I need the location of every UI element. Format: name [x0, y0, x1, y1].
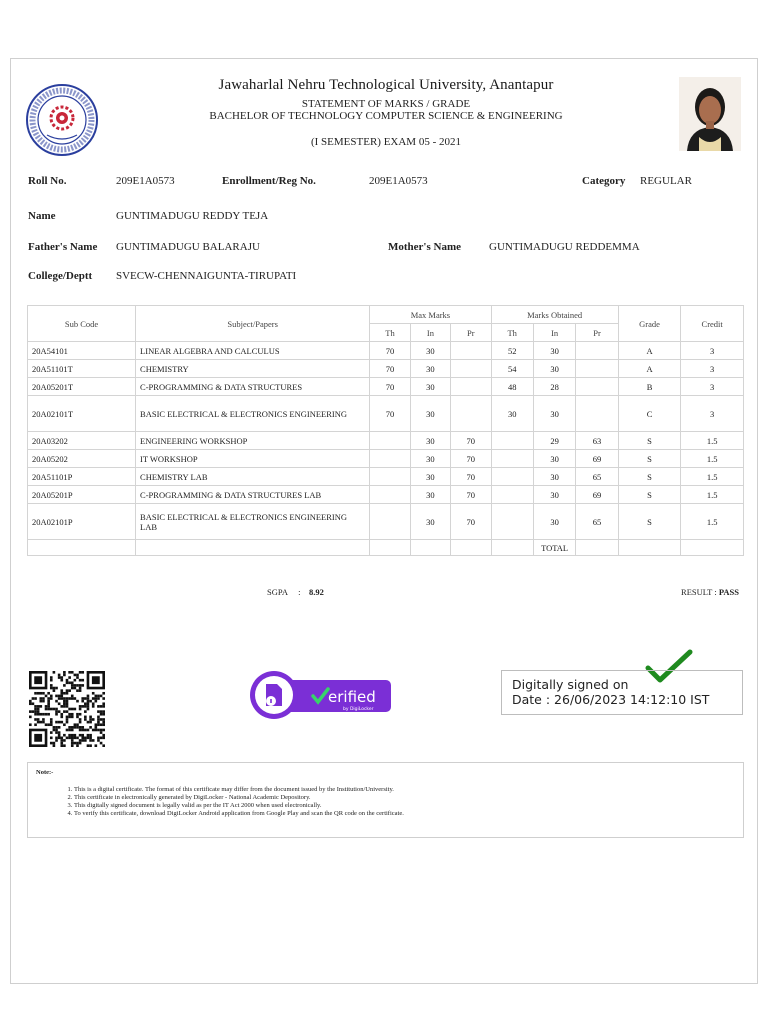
college-label: College/Deptt: [28, 270, 93, 282]
father-name: GUNTIMADUGU BALARAJU: [116, 241, 260, 253]
max-th-cell: [370, 486, 410, 504]
max-in-cell: 30: [410, 396, 450, 432]
total-row: [28, 540, 744, 556]
table-row: [28, 378, 744, 396]
credit-cell: 1.5: [681, 468, 744, 486]
obtained-th-cell: 52: [491, 342, 533, 360]
obtained-pr-cell: 63: [576, 432, 618, 450]
header-max-pr: Pr: [451, 324, 491, 342]
obtained-pr-cell: 65: [576, 504, 618, 540]
marks-statement: [10, 58, 758, 984]
grade-cell: S: [618, 432, 681, 450]
sub-code-cell: 20A05202: [28, 450, 136, 468]
exam-session: (I SEMESTER) EXAM 05 - 2021: [310, 136, 462, 148]
table-row: [28, 342, 744, 360]
grade-cell: C: [618, 396, 681, 432]
header-grade: Grade: [618, 306, 681, 342]
signature-date: Date : 26/06/2023 14:12:10 IST: [512, 692, 710, 707]
header-ob-pr: Pr: [576, 324, 618, 342]
name-label: Name: [28, 210, 56, 222]
credit-cell: 1.5: [681, 486, 744, 504]
credit-cell: 1.5: [681, 450, 744, 468]
max-in-cell: 30: [410, 486, 450, 504]
obtained-th-cell: 48: [491, 378, 533, 396]
credit-cell: 3: [681, 378, 744, 396]
credit-cell: 3: [681, 342, 744, 360]
sub-code-cell: 20A51101T: [28, 360, 136, 378]
certificate-header: [181, 77, 591, 148]
sgpa-value: 8.92: [308, 587, 324, 597]
header-sub-code: Sub Code: [28, 306, 136, 342]
statement-title: STATEMENT OF MARKS / GRADE: [301, 98, 471, 110]
max-pr-cell: [451, 360, 491, 378]
obtained-in-cell: 29: [533, 432, 575, 450]
note-item: 4. To verify this certificate, download DigiLocker Android application from Google Play and scan the QR code on the certificate.: [74, 810, 735, 818]
table-row: [28, 432, 744, 450]
credit-cell: 3: [681, 396, 744, 432]
sub-code-cell: 20A02101T: [28, 396, 136, 432]
note-item: 3. This digitally signed document is legally valid as per the IT Act 2000 when used electronically.: [74, 802, 735, 810]
notes-title: Note:-: [36, 769, 54, 776]
header-subject: Subject/Papers: [136, 306, 370, 342]
sub-code-cell: 20A05201P: [28, 486, 136, 504]
subject-cell: ENGINEERING WORKSHOP: [136, 432, 370, 450]
grade-cell: B: [618, 378, 681, 396]
enrollment-label: Enrollment/Reg No.: [222, 175, 316, 187]
roll-number: 209E1A0573: [116, 175, 175, 187]
obtained-th-cell: [491, 504, 533, 540]
marks-table: [27, 305, 744, 556]
university-name: Jawaharlal Nehru Technological University, Anantapur: [218, 77, 554, 93]
obtained-pr-cell: [576, 378, 618, 396]
obtained-th-cell: [491, 486, 533, 504]
obtained-in-cell: 30: [533, 450, 575, 468]
total-label: TOTAL: [533, 540, 575, 556]
obtained-th-cell: 30: [491, 396, 533, 432]
obtained-in-cell: 30: [533, 396, 575, 432]
max-in-cell: 30: [410, 378, 450, 396]
obtained-pr-cell: 65: [576, 468, 618, 486]
table-row: [28, 504, 744, 540]
header-marks-obtained: Marks Obtained: [491, 306, 618, 324]
obtained-th-cell: [491, 450, 533, 468]
notes-box: [27, 762, 744, 838]
table-row: [28, 396, 744, 432]
obtained-pr-cell: 69: [576, 486, 618, 504]
max-th-cell: [370, 432, 410, 450]
digital-signature-box: [501, 670, 743, 715]
obtained-pr-cell: [576, 396, 618, 432]
max-in-cell: 30: [410, 342, 450, 360]
grade-cell: S: [618, 486, 681, 504]
header-max-marks: Max Marks: [370, 306, 491, 324]
sgpa-block: [267, 587, 324, 597]
table-row: [28, 360, 744, 378]
table-row: [28, 486, 744, 504]
obtained-th-cell: 54: [491, 360, 533, 378]
max-pr-cell: 70: [451, 468, 491, 486]
grade-cell: A: [618, 360, 681, 378]
max-pr-cell: 70: [451, 504, 491, 540]
grade-cell: S: [618, 468, 681, 486]
grade-cell: S: [618, 450, 681, 468]
grade-cell: A: [618, 342, 681, 360]
obtained-in-cell: 28: [533, 378, 575, 396]
student-name: GUNTIMADUGU REDDY TEJA: [116, 210, 269, 222]
roll-label: Roll No.: [28, 175, 67, 187]
max-th-cell: 70: [370, 342, 410, 360]
sgpa-label: SGPA: [267, 587, 288, 597]
subject-cell: LINEAR ALGEBRA AND CALCULUS: [136, 342, 370, 360]
category-label: Category: [582, 175, 626, 187]
obtained-in-cell: 30: [533, 342, 575, 360]
obtained-th-cell: [491, 468, 533, 486]
subject-cell: CHEMISTRY: [136, 360, 370, 378]
enrollment-number: 209E1A0573: [369, 175, 428, 187]
subject-cell: C-PROGRAMMING & DATA STRUCTURES LAB: [136, 486, 370, 504]
student-photo: [679, 77, 741, 151]
max-th-cell: 70: [370, 378, 410, 396]
max-pr-cell: [451, 396, 491, 432]
sgpa-separator: :: [298, 587, 301, 597]
table-row: [28, 450, 744, 468]
mother-label: Mother's Name: [388, 241, 462, 253]
credit-cell: 1.5: [681, 432, 744, 450]
digilocker-verified-badge: [249, 670, 393, 720]
obtained-in-cell: 30: [533, 468, 575, 486]
table-row: [28, 468, 744, 486]
subject-cell: BASIC ELECTRICAL & ELECTRONICS ENGINEERING LAB: [136, 504, 370, 540]
max-pr-cell: 70: [451, 486, 491, 504]
max-pr-cell: [451, 378, 491, 396]
subject-cell: IT WORKSHOP: [136, 450, 370, 468]
max-in-cell: 30: [410, 432, 450, 450]
max-th-cell: [370, 504, 410, 540]
header-max-th: Th: [370, 324, 410, 342]
max-th-cell: [370, 468, 410, 486]
obtained-th-cell: [491, 432, 533, 450]
credit-cell: 3: [681, 360, 744, 378]
obtained-pr-cell: [576, 360, 618, 378]
sub-code-cell: 20A02101P: [28, 504, 136, 540]
obtained-in-cell: 30: [533, 486, 575, 504]
signature-line-1: Digitally signed on: [512, 677, 629, 692]
header-ob-in: In: [533, 324, 575, 342]
obtained-in-cell: 30: [533, 504, 575, 540]
result-value: PASS: [718, 587, 739, 597]
max-in-cell: 30: [410, 468, 450, 486]
max-in-cell: 30: [410, 504, 450, 540]
sub-code-cell: 20A05201T: [28, 378, 136, 396]
program-name: BACHELOR OF TECHNOLOGY COMPUTER SCIENCE & ENGINEERING: [209, 110, 563, 122]
note-item: 2. This certificate in electronically generated by DigiLocker - National Academic Depository.: [74, 794, 735, 802]
header-ob-th: Th: [491, 324, 533, 342]
sub-code-cell: 20A54101: [28, 342, 136, 360]
header-credit: Credit: [681, 306, 744, 342]
father-label: Father's Name: [28, 241, 98, 253]
verified-text: erified: [328, 688, 376, 706]
max-pr-cell: 70: [451, 450, 491, 468]
header-max-in: In: [410, 324, 450, 342]
obtained-in-cell: 30: [533, 360, 575, 378]
mother-name: GUNTIMADUGU REDDEMMA: [489, 241, 640, 253]
credit-cell: 1.5: [681, 504, 744, 540]
notes-list: [36, 786, 735, 818]
max-th-cell: 70: [370, 360, 410, 378]
qr-code: [29, 671, 105, 747]
sub-code-cell: 20A03202: [28, 432, 136, 450]
max-th-cell: [370, 450, 410, 468]
verified-subtext: by DigiLocker: [343, 707, 374, 712]
obtained-pr-cell: [576, 342, 618, 360]
sub-code-cell: 20A51101P: [28, 468, 136, 486]
max-pr-cell: [451, 342, 491, 360]
max-pr-cell: 70: [451, 432, 491, 450]
grade-cell: S: [618, 504, 681, 540]
max-in-cell: 30: [410, 450, 450, 468]
max-th-cell: 70: [370, 396, 410, 432]
university-logo: [25, 83, 99, 157]
result-label: RESULT :: [681, 587, 717, 597]
obtained-pr-cell: 69: [576, 450, 618, 468]
subject-cell: C-PROGRAMMING & DATA STRUCTURES: [136, 378, 370, 396]
college-name: SVECW-CHENNAIGUNTA-TIRUPATI: [116, 270, 297, 282]
max-in-cell: 30: [410, 360, 450, 378]
note-item: 1. This is a digital certificate. The format of this certificate may differ from the document issued by the Institution/University.: [74, 786, 735, 794]
subject-cell: CHEMISTRY LAB: [136, 468, 370, 486]
result-block: [681, 587, 739, 597]
category-value: REGULAR: [640, 175, 692, 187]
subject-cell: BASIC ELECTRICAL & ELECTRONICS ENGINEERING: [136, 396, 370, 432]
